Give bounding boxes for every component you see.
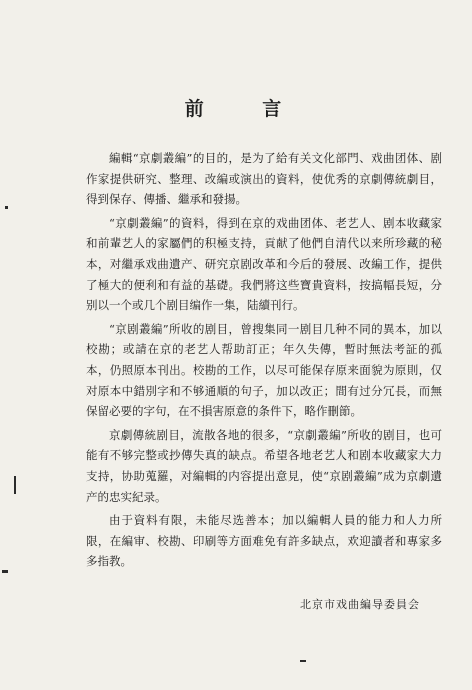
paragraph-1: 編輯“京劇叢編”的目的，是为了給有关文化部門、戏曲团体、剧作家提供研究、整理、改編或演出的資料，使优秀的京劇傳統劇目，得到保存、傳播、繼承和發揚。 [86,151,442,207]
scan-mark [300,660,306,662]
paragraph-2: “京劇叢編”的資料，得到在京的戏曲团体、老艺人、剧本收藏家和前輩艺人的家屬們的积極支持，貢献了他們自清代以来所珍藏的秘本，对繼承戏曲遺产、研究京剧改革和今后的發展、改編工作，提供了極大的便利和有益的基礎。我們將这些寶貴資料，按搞幅長短，分别以一个或几个剧目编作一集，陆續刊行。 [86,215,442,313]
paragraph-4: 京劇傳統剧目，流散各地的很多，“京劇叢編”所收的剧目，也可能有不够完整或抄傳失真的缺点。希望各地老艺人和剧本收藏家大力支持，协助蒐羅，对編輯的内容提出意見，使“京剧叢編”成为京劇遺产的忠实紀录。 [86,427,442,504]
signature: 北京市戏曲編导委員会 [300,598,420,611]
paragraph-5: 由于資料有限，未能尽选善本；加以編輯人員的能力和人力所限，在編审、校勘、印刷等方面难免有許多缺点，欢迎讀者和專家多多指教。 [86,513,442,569]
document-body [86,148,442,575]
scan-speck [5,206,8,209]
paragraph-3: “京剧叢編”所收的剧目，曾搜集同一剧目几种不同的異本，加以校勘；或請在京的老艺人帮助訂正；年久失傳，暫时無法考証的孤本，仍照原本刊出。校勘的工作，以尽可能保存原来面貌为原則，仅对原本中錯別字和不够通順的句子，加以改正；間有过分冗長，而無保留必要的字句，在不損害原意的条件下，略作刪節。 [86,321,442,419]
scan-mark [2,570,8,573]
document-title: 前 言 [184,98,308,120]
scan-mark [14,476,16,494]
